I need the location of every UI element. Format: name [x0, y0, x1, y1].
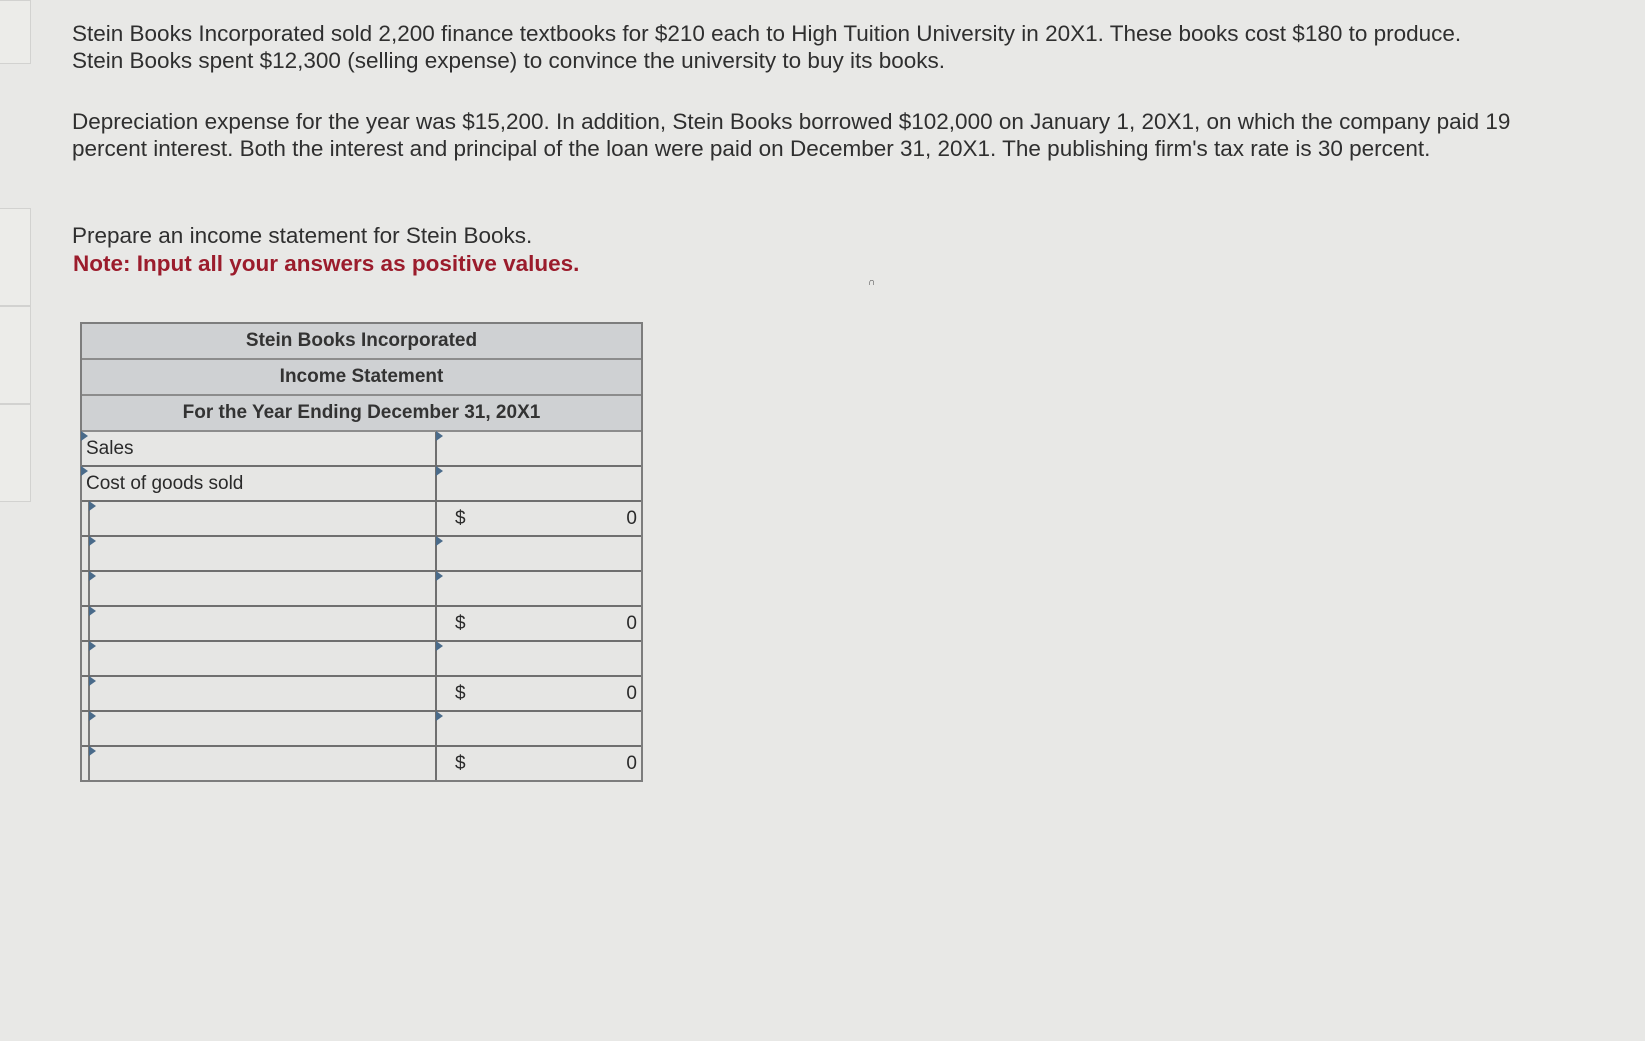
row-amount-input[interactable]: [437, 537, 641, 570]
dropdown-marker-icon: [89, 676, 96, 686]
statement-row: [82, 712, 641, 747]
left-edge-tab: [0, 208, 31, 306]
amount-value: 0: [626, 753, 637, 774]
row-label-input[interactable]: [82, 467, 437, 500]
row-label-input[interactable]: [82, 432, 437, 465]
statement-row: [82, 747, 641, 780]
statement-title: Income Statement: [82, 360, 641, 396]
dropdown-marker-icon: [436, 536, 443, 546]
statement-row: [82, 432, 641, 467]
row-label-input[interactable]: [88, 537, 437, 570]
row-label-text: Cost of goods sold: [86, 473, 244, 494]
dropdown-marker-icon: [436, 571, 443, 581]
statement-row: [82, 467, 641, 502]
instruction-text: Prepare an income statement for Stein Books.: [72, 223, 533, 248]
dropdown-marker-icon: [89, 501, 96, 511]
row-label-input[interactable]: [88, 572, 437, 605]
statement-company: Stein Books Incorporated: [82, 324, 641, 360]
row-amount-output: [437, 502, 641, 535]
row-label-input[interactable]: [88, 712, 437, 745]
row-amount-output: [437, 607, 641, 640]
cursor-speck: ∩: [868, 277, 876, 288]
dropdown-marker-icon: [436, 431, 443, 441]
statement-row: [82, 607, 641, 642]
dropdown-marker-icon: [436, 641, 443, 651]
dropdown-marker-icon: [89, 711, 96, 721]
statement-row: [82, 502, 641, 537]
currency-symbol: $: [455, 508, 466, 529]
statement-period: For the Year Ending December 31, 20X1: [82, 396, 641, 432]
amount-value: 0: [626, 508, 637, 529]
income-statement-table: [80, 322, 643, 782]
row-label-input[interactable]: [88, 747, 437, 780]
row-amount-input[interactable]: [437, 432, 641, 465]
amount-value: 0: [626, 683, 637, 704]
amount-value: 0: [626, 613, 637, 634]
left-edge-tab: [0, 404, 31, 502]
row-label-input[interactable]: [88, 642, 437, 675]
row-amount-output: [437, 747, 641, 780]
note-text: Note: Input all your answers as positive values.: [73, 251, 580, 276]
dropdown-marker-icon: [89, 746, 96, 756]
currency-symbol: $: [455, 753, 466, 774]
statement-row: [82, 572, 641, 607]
row-amount-input[interactable]: [437, 572, 641, 605]
row-amount-input[interactable]: [437, 467, 641, 500]
dropdown-marker-icon: [81, 431, 88, 441]
statement-row: [82, 642, 641, 677]
dropdown-marker-icon: [89, 571, 96, 581]
dropdown-marker-icon: [89, 641, 96, 651]
dropdown-marker-icon: [89, 536, 96, 546]
currency-symbol: $: [455, 683, 466, 704]
row-label-input[interactable]: [88, 607, 437, 640]
dropdown-marker-icon: [81, 466, 88, 476]
statement-row: [82, 677, 641, 712]
row-label-text: Sales: [86, 438, 134, 459]
left-edge-tab: [0, 306, 31, 404]
dropdown-marker-icon: [436, 711, 443, 721]
dropdown-marker-icon: [436, 466, 443, 476]
row-label-input[interactable]: [88, 502, 437, 535]
problem-paragraph-2: Depreciation expense for the year was $15,200. In addition, Stein Books borrowed $102,000 on January 1, 20X1, on which the company paid 19 percent interest. Both the interest and principal of the loan were paid on December 31, 20X1. The publishing firm's tax rate is 30 percent.: [72, 109, 1511, 161]
currency-symbol: $: [455, 613, 466, 634]
row-label-input[interactable]: [88, 677, 437, 710]
dropdown-marker-icon: [89, 606, 96, 616]
statement-row: [82, 537, 641, 572]
row-amount-output: [437, 677, 641, 710]
row-amount-input[interactable]: [437, 712, 641, 745]
problem-paragraph-1: Stein Books Incorporated sold 2,200 finance textbooks for $210 each to High Tuition University in 20X1. These books cost $180 to produce. Stein Books spent $12,300 (selling expense) to convince the university to buy its books.: [72, 21, 1462, 73]
left-edge-tab: [0, 0, 31, 64]
row-amount-input[interactable]: [437, 642, 641, 675]
